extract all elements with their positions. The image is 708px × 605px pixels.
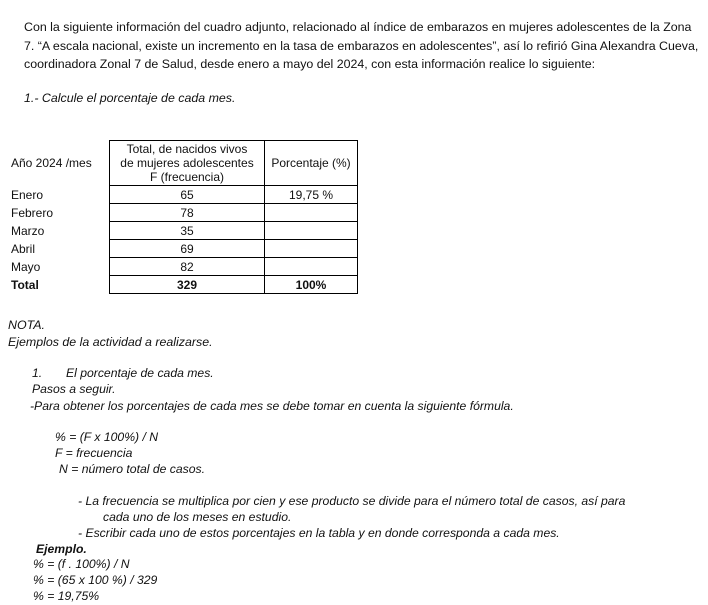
formula: % = (F x 100%) / N [55,430,159,444]
total-label: Total [11,277,39,292]
table-header-row [8,141,358,186]
cell-percentage [265,258,358,276]
table-row [8,186,358,204]
pregnancy-table [8,140,358,294]
example-line-1: % = (f . 100%) / N [33,557,130,571]
header-frequency-line-1: Total, de nacidos vivos [126,142,248,156]
table-row [8,222,358,240]
header-frequency [110,141,265,186]
cell-month: Enero [11,187,44,202]
bullet-2: - Escribir cada uno de estos porcentajes en la tabla y en donde corresponda a cada mes. [78,526,560,540]
cell-month: Febrero [11,205,54,220]
header-frequency-line-3: F (frecuencia) [149,170,225,184]
example-line-2: % = (65 x 100 %) / 329 [33,573,158,587]
cell-frequency: 35 [110,222,265,240]
table-row [8,204,358,222]
header-month: Año 2024 /mes [11,156,92,170]
header-percentage: Porcentaje (%) [265,141,358,186]
header-frequency-line-2: de mujeres adolescentes [120,156,254,170]
example-line-3: % = 19,75% [33,589,100,603]
cell-month: Marzo [11,223,45,238]
item-text: El porcentaje de cada mes. [66,366,214,380]
example-title: Ejemplo. [36,542,87,556]
cell-percentage [265,204,358,222]
cell-percentage [265,240,358,258]
intro-line-3: coordinadora Zonal 7 de Salud, desde enero a mayo del 2024, con esta información realice lo siguiente: [24,57,596,71]
intro-line-1: Con la siguiente información del cuadro adjunto, relacionado al índice de embarazos en mujeres adolescentes de la Zona [24,20,692,34]
cell-percentage: 19,75 % [265,186,358,204]
item-number: 1. [32,366,43,380]
cell-frequency: 82 [110,258,265,276]
f-definition: F = frecuencia [55,446,133,460]
nota-title: NOTA. [8,318,45,332]
intro-line-2: 7. “A escala nacional, existe un incremento en la tasa de embarazos en adolescentes”, así lo refirió Gina Alexandra Cueva, [24,39,699,53]
cell-percentage [265,222,358,240]
cell-frequency: 69 [110,240,265,258]
steps-intro: -Para obtener los porcentajes de cada mes se debe tomar en cuenta la siguiente fórmula. [30,399,514,413]
cell-month: Mayo [11,259,41,274]
bullet-1-line-2: cada uno de los meses en estudio. [103,510,292,524]
table-row [8,240,358,258]
cell-frequency: 78 [110,204,265,222]
total-frequency: 329 [110,276,265,294]
table-row [8,258,358,276]
question-1: 1.- Calcule el porcentaje de cada mes. [24,91,236,105]
steps-title: Pasos a seguir. [32,382,116,396]
table-total-row [8,276,358,294]
bullet-1-line-1: - La frecuencia se multiplica por cien y ese producto se divide para el número total de casos, así para [78,494,626,508]
nota-subtitle: Ejemplos de la actividad a realizarse. [8,335,213,349]
cell-frequency: 65 [110,186,265,204]
n-definition: N = número total de casos. [59,462,205,476]
cell-month: Abril [11,241,36,256]
total-percentage: 100% [265,276,358,294]
